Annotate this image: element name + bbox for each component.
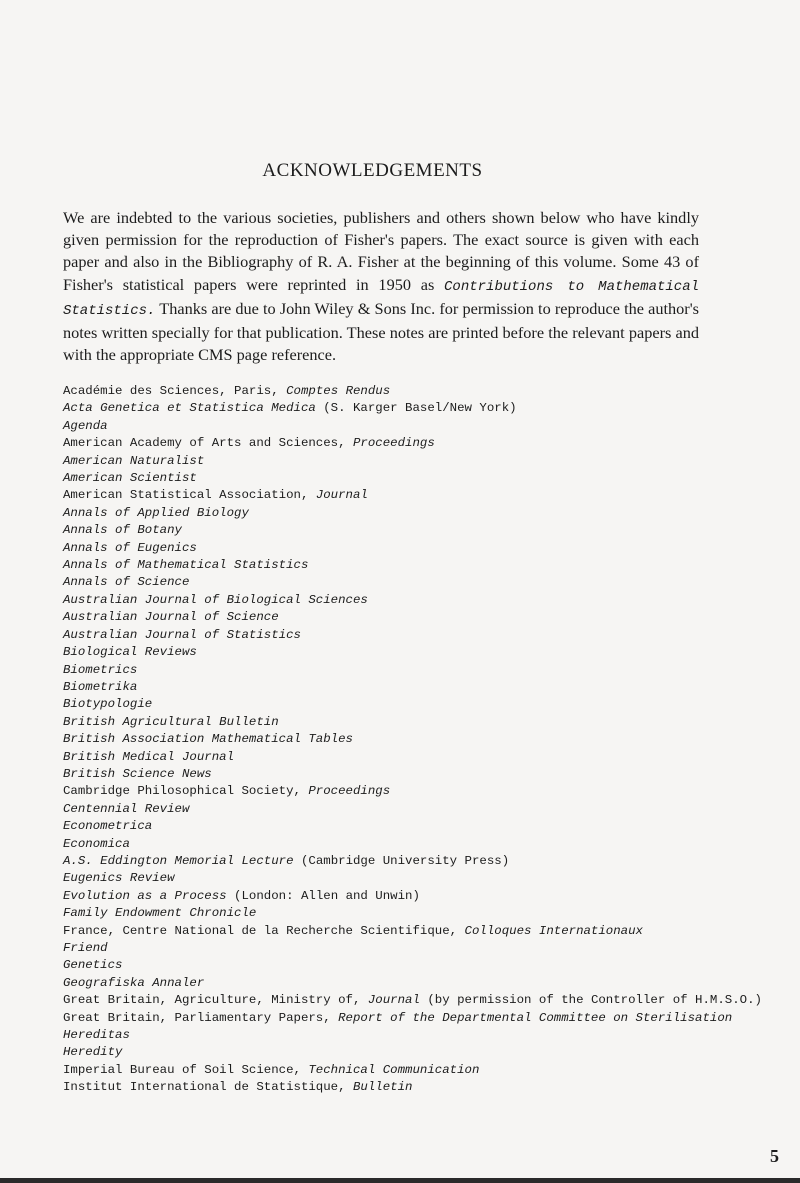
source-entry [63,1010,763,1027]
source-entry [63,400,763,417]
source-title: Australian Journal of Science [63,610,279,625]
source-publisher: Académie des Sciences, Paris, [63,384,287,398]
source-title: Eugenics Review [63,871,175,886]
source-entry [63,662,763,679]
source-entry [63,505,763,522]
source-note: (S. Karger Basel/New York) [315,401,517,416]
source-publisher: Great Britain, Parliamentary Papers, [63,1010,339,1025]
source-entry [63,766,763,783]
source-entry [63,714,763,731]
source-list [63,383,763,1097]
source-title: Evolution as a Process [63,888,227,903]
source-publisher: American Statistical Association, [63,488,316,503]
source-entry [63,644,763,661]
source-title: Economica [63,836,130,851]
source-title: Heredity [63,1045,123,1060]
source-entry [63,940,763,957]
source-entry [63,801,763,818]
source-entry [63,557,763,574]
source-note: (Cambridge University Press) [293,853,510,868]
source-entry [63,383,763,400]
source-title: Econometrica [63,819,153,834]
source-title: Annals of Mathematical Statistics [63,558,309,573]
bottom-rule [0,1178,800,1183]
source-entry [63,975,763,992]
source-title: Journal [367,993,420,1008]
source-entry [63,905,763,922]
source-entry [63,870,763,887]
source-title: Hereditas [63,1028,130,1043]
source-title: Biometrics [63,662,138,677]
source-publisher: Cambridge Philosophical Society, [63,784,309,799]
source-title: Australian Journal of Biological Sciences [63,592,368,607]
source-note: (London: Allen and Unwin) [226,888,420,903]
source-title: Biotypologie [63,697,153,712]
source-entry [63,992,763,1009]
source-entry [63,470,763,487]
intro-text-part1: We are indebted to the various societies, publishers and others shown below who have kindly given permission for the reproduction of Fisher's papers. The exact source is given with each paper and also in the Bibliography of R. A. Fisher at the beginning of this volume. Some 43 of Fisher's statistical papers were reprinted in 1950 as [63,208,699,294]
source-publisher: France, Centre National de la Recherche Scientifique, [63,923,465,938]
source-title: Annals of Science [63,575,190,590]
source-entry [63,435,763,452]
source-entry [63,836,763,853]
source-title: Australian Journal of Statistics [63,627,301,642]
source-title: Annals of Eugenics [63,540,197,555]
source-entry [63,783,763,800]
source-title: British Agricultural Bulletin [63,714,279,729]
source-publisher: Great Britain, Agriculture, Ministry of, [63,993,368,1008]
source-title: Proceedings [308,784,391,799]
source-title: American Naturalist [63,453,205,468]
source-title: Family Endowment Chronicle [63,906,257,921]
source-entry [63,540,763,557]
source-title: Report of the Departmental Committee on Sterilisation [338,1010,733,1025]
source-entry [63,453,763,470]
source-title: Colloques Internationaux [464,923,643,938]
source-entry [63,888,763,905]
source-publisher: Imperial Bureau of Soil Science, [63,1062,309,1077]
page-title: ACKNOWLEDGEMENTS [262,160,483,181]
source-entry [63,749,763,766]
source-entry [63,418,763,435]
source-entry [63,818,763,835]
source-title: Comptes Rendus [286,384,391,398]
intro-text-part2: Thanks are due to John Wiley & Sons Inc. for permission to reproduce the author's notes written specially for that publication. These notes are printed before the relevant papers and with the appropriate CMS page reference. [63,298,699,365]
source-entry [63,627,763,644]
page-number: 5 [770,1146,779,1166]
source-title: Annals of Botany [63,523,182,538]
intro-paragraph [63,207,699,366]
source-title: Agenda [63,418,108,433]
source-entry [63,487,763,504]
source-entry [63,853,763,870]
source-title: Bulletin [353,1080,413,1095]
intro-book-title: Contributions to Mathematical Statistics. [63,278,699,319]
source-title: Centennial Review [63,801,190,816]
source-entry [63,957,763,974]
source-publisher: American Academy of Arts and Sciences, [63,436,353,451]
source-title: A.S. Eddington Memorial Lecture [63,853,294,868]
source-title: Annals of Applied Biology [63,505,249,520]
source-entry [63,522,763,539]
source-title: British Association Mathematical Tables [63,732,353,747]
source-title: Geografiska Annaler [63,975,205,990]
source-title: British Science News [63,766,212,781]
source-title: Acta Genetica et Statistica Medica [63,401,316,416]
source-entry [63,696,763,713]
source-entry [63,592,763,609]
source-entry [63,574,763,591]
source-entry [63,679,763,696]
source-title: Technical Communication [308,1062,480,1077]
source-title: British Medical Journal [63,749,235,764]
source-title: Journal [315,488,368,503]
source-title: Genetics [63,958,123,973]
source-title: Friend [63,941,108,955]
source-entry [63,923,763,940]
source-entry [63,731,763,748]
source-title: Biometrika [63,679,138,694]
source-title: Proceedings [353,436,435,451]
source-title: Biological Reviews [63,645,197,660]
source-note: (by permission of the Controller of H.M.S.O.) [419,993,762,1008]
source-entry [63,1079,763,1096]
source-entry [63,609,763,626]
source-entry [63,1027,763,1044]
source-title: American Scientist [63,471,197,486]
source-entry [63,1044,763,1061]
source-entry [63,1062,763,1079]
source-publisher: Institut International de Statistique, [63,1080,353,1095]
